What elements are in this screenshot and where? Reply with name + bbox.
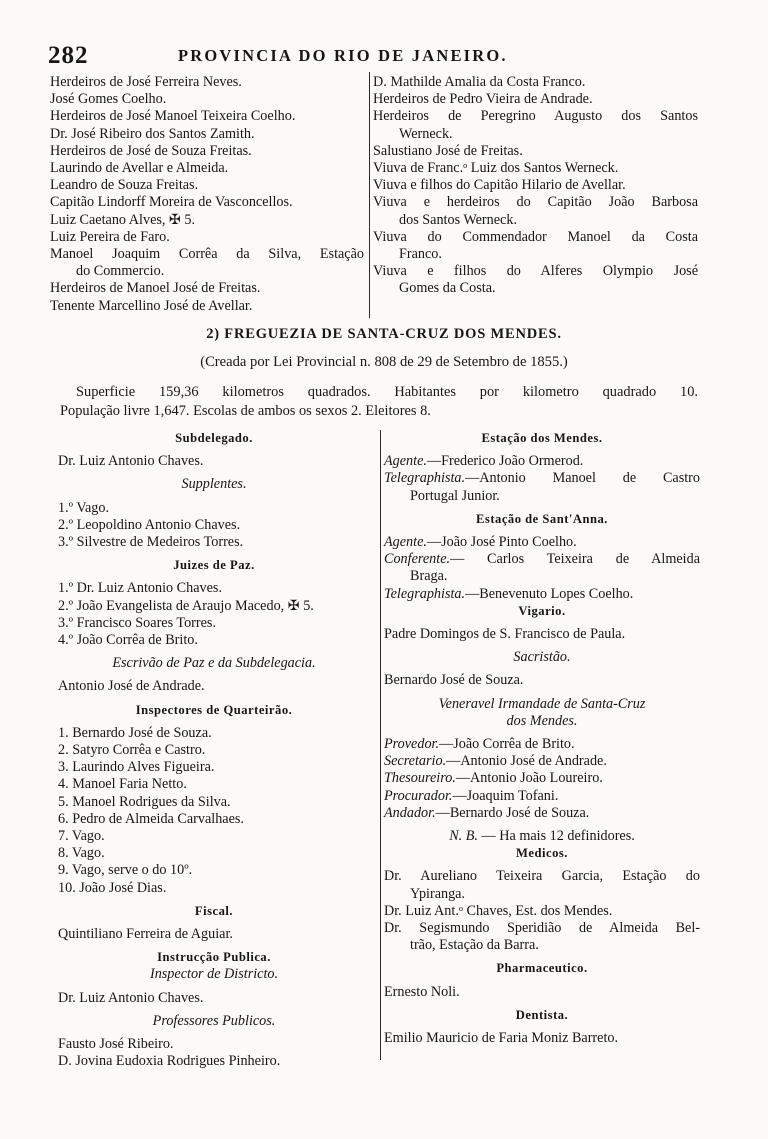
vigario-heading: Vigario. [518,603,566,618]
person-name: —João José Pinto Coelho. [426,534,577,551]
irmandade-heading: Veneravel Irmandade de Santa-Cruz [438,695,646,712]
list-item: Viuva do Commendador Manoel da Costa [373,228,698,245]
nb-text: — Ha mais 12 definidores. [477,828,635,845]
role-label: Agente. [384,534,427,551]
section-title: 2) FREGUEZIA DE SANTA-CRUZ DOS MENDES. [206,326,562,342]
list-item: 9. Vago, serve o do 10º. [58,862,193,879]
list-item: 2. Satyro Corrêa e Castro. [58,742,206,759]
list-item: 6. Pedro de Almeida Carvalhaes. [58,810,244,827]
list-item: 3. Laurindo Alves Figueira. [58,759,215,776]
stats-line: População livre 1,647. Escolas de ambos os sexos 2. Eleitores 8. [60,403,431,419]
irmandade-heading-cont: dos Mendes. [506,712,578,729]
list-item: 1. Bernardo José de Souza. [58,724,212,741]
list-item: 10. João José Dias. [58,879,167,896]
fiscal-name: Quintiliano Ferreira de Aguiar. [58,926,233,943]
lower-column-divider [380,430,381,1060]
list-item: Viuva e filhos do Capitão Hilario de Avellar. [373,177,626,194]
role-label: Telegraphista. [384,585,466,602]
estacao-santanna-heading: Estação de Sant'Anna. [476,511,608,526]
list-item: Salustiano José de Freitas. [373,142,523,159]
inspector-name: Dr. Luiz Antonio Chaves. [58,989,204,1006]
list-item-continuation: do Commercio. [76,263,165,280]
statistics-paragraph [60,383,698,421]
estacao-mendes-heading: Estação dos Mendes. [481,431,603,445]
medicos-heading: Medicos. [516,846,568,861]
role-label: Thesoureiro. [384,770,456,787]
list-item-continuation: Portugal Junior. [410,487,500,504]
list-item-continuation: Braga. [410,568,448,585]
list-item: 5. Manoel Rodrigues da Silva. [58,793,231,810]
person-name: —João Corrêa de Brito. [439,736,575,753]
juizes-heading: Juizes de Paz. [173,558,255,573]
supplentes-heading: Supplentes. [181,476,247,493]
dentista-name: Emilio Mauricio de Faria Moniz Barreto. [384,1030,619,1047]
escrivao-name: Antonio José de Andrade. [58,678,205,695]
sacristao-heading: Sacristão. [513,649,571,666]
nb-label: N. B. [449,828,478,845]
list-item: José Gomes Coelho. [50,91,167,108]
running-title: PROVINCIA DO RIO DE JANEIRO. [178,46,508,65]
vigario-name: Padre Domingos de S. Francisco de Paula. [384,626,626,643]
page-header [48,42,728,68]
list-item: Viuva e herdeiros do Capitão João Barbosa [373,194,698,211]
page-number: 282 [48,42,89,69]
list-item: Herdeiros de José de Souza Freitas. [50,142,252,159]
list-item: D. Jovina Eudoxia Rodrigues Pinheiro. [58,1053,281,1070]
person-name: — Carlos Teixeira de Almeida [450,551,700,568]
person-name: —Antonio José de Andrade. [446,753,607,770]
list-item: Viuva de Franc.ᵒ Luiz dos Santos Werneck. [373,160,619,177]
role-label: Provedor. [384,736,440,753]
list-item: 3.º Silvestre de Medeiros Torres. [58,534,244,551]
list-item: 2.º Leopoldino Antonio Chaves. [58,516,241,533]
list-item: Fausto José Ribeiro. [58,1036,174,1053]
list-item: Laurindo de Avellar e Almeida. [50,160,229,177]
person-name: —Bernardo José de Souza. [435,804,590,821]
role-label: Telegraphista. [384,470,466,487]
list-item-continuation: Gomes da Costa. [399,280,496,297]
creation-note: (Creada por Lei Provincial n. 808 de 29 de Setembro de 1855.) [200,354,568,370]
list-item: 8. Vago. [58,845,105,862]
list-item: D. Mathilde Amalia da Costa Franco. [373,74,586,90]
professores-heading: Professores Publicos. [152,1012,276,1029]
authorities-left-column [58,430,370,1071]
list-item: Viuva e filhos do Alferes Olympio José [373,263,698,280]
list-item-continuation: Franco. [399,246,442,263]
pharmaceutico-heading: Pharmaceutico. [496,961,588,976]
list-item: 7. Vago. [58,828,105,845]
list-item: Herdeiros de José Ferreira Neves. [50,74,242,90]
fiscal-heading: Fiscal. [194,903,234,918]
list-item: Dr. José Ribeiro dos Santos Zamith. [50,125,255,142]
list-item-continuation: Ypiranga. [410,885,466,902]
list-item: Herdeiros de Manoel José de Freitas. [50,280,261,297]
list-item: Manoel Joaquim Corrêa da Silva, Estação [50,246,364,263]
list-item: Tenente Marcellino José de Avellar. [50,297,253,314]
sacristao-name: Bernardo José de Souza. [384,672,524,689]
escrivao-heading: Escrivão de Paz e da Subdelegacia. [112,655,316,672]
list-item: Luiz Caetano Alves, ✠ 5. [50,211,196,228]
list-item-continuation: Werneck. [399,125,453,142]
list-item: 4.º João Corrêa de Brito. [58,632,198,649]
subdelegado-heading: Subdelegado. [175,431,253,445]
list-item: Herdeiros de José Manoel Teixeira Coelho. [50,108,296,125]
list-item-continuation: trão, Estação da Barra. [410,937,539,954]
list-item: Herdeiros de Peregrino Augusto dos Santos [373,108,698,125]
list-item: Dr. Segismundo Speridião de Almeida Bel- [384,920,700,937]
top-column-divider [369,72,370,318]
top-right-column [373,74,698,298]
person-name: —Frederico João Ormerod. [426,453,584,470]
inspectores-heading: Inspectores de Quarteirão. [135,702,293,717]
person-name: —Joaquim Tofani. [452,787,559,804]
list-item: 1.º Vago. [58,499,110,516]
list-item-continuation: dos Santos Werneck. [399,211,517,228]
role-label: Secretario. [384,753,447,770]
person-name: —Antonio Manoel de Castro [465,470,700,487]
role-label: Conferente. [384,551,451,568]
top-left-column [50,74,364,315]
list-item: Capitão Lindorff Moreira de Vasconcellos. [50,194,293,211]
stats-line: Superficie 159,36 kilometros quadrados. Habitantes por kilometro quadrado 10. [76,384,698,400]
inspector-heading: Inspector de Districto. [149,966,279,983]
role-label: Procurador. [384,787,453,804]
role-label: Agente. [384,453,427,470]
list-item: Luiz Pereira de Faro. [50,228,170,245]
list-item: 2.º João Evangelista de Araujo Macedo, ✠ 5. [58,597,314,614]
dentista-heading: Dentista. [515,1007,569,1022]
list-item: Dr. Luiz Ant.ᵒ Chaves, Est. dos Mendes. [384,902,613,919]
person-name: —Antonio João Loureiro. [455,770,603,787]
list-item: 1.º Dr. Luiz Antonio Chaves. [58,580,222,597]
role-label: Andador. [384,804,436,821]
subdelegado-name: Dr. Luiz Antonio Chaves. [58,453,204,470]
authorities-right-column [384,430,700,1047]
list-item: 3.º Francisco Soares Torres. [58,614,216,631]
person-name: —Benevenuto Lopes Coelho. [465,585,634,602]
list-item: Leandro de Souza Freitas. [50,177,199,194]
list-item: Herdeiros de Pedro Vieira de Andrade. [373,91,593,108]
list-item: 4. Manoel Faria Netto. [58,776,187,793]
instrucao-heading: Instrucção Publica. [157,950,271,965]
pharmaceutico-name: Ernesto Noli. [384,983,460,1000]
list-item: Dr. Aureliano Teixeira Garcia, Estação do [384,868,700,885]
